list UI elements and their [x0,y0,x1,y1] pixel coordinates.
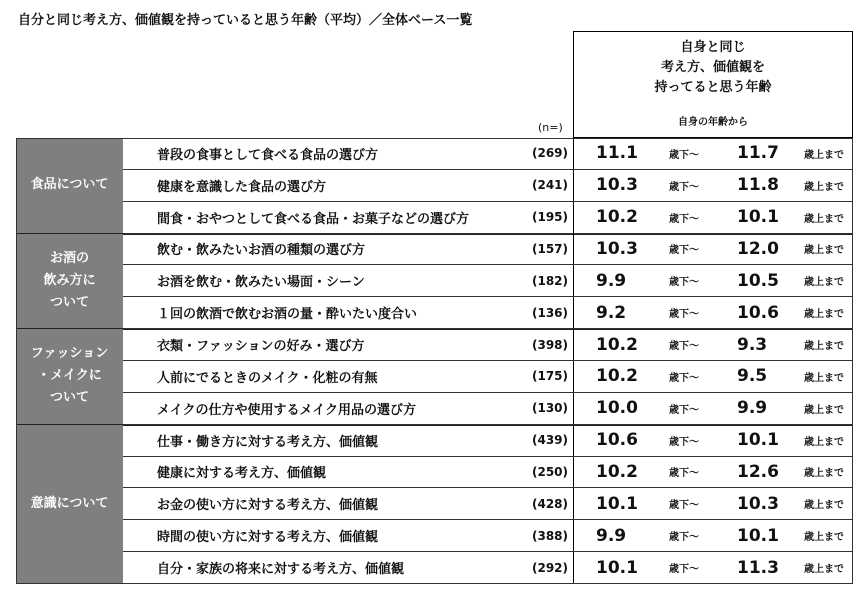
years-older-unit: 歳上まで [804,468,844,480]
years-younger-unit: 歳下～ [669,277,699,289]
years-younger-value: 10.6 [596,430,638,451]
row-item-label: 衣類・ファッションの好み・選び方 [157,339,365,355]
years-older-value: 9.3 [737,334,768,355]
years-younger-value: 11.1 [596,143,638,164]
table-row [123,265,853,297]
age-range-cell [573,520,853,551]
header-subtitle: 自身の年齢から [678,117,748,128]
row-sample-size: (175) [532,369,569,384]
years-older-value: 9.9 [737,398,768,419]
years-older-value: 10.1 [737,525,779,546]
row-item-label: 健康を意識した食品の選び方 [157,179,327,195]
row-sample-size: (292) [532,560,569,575]
row-item-label: 人前にでるときのメイク・化粧の有無 [157,370,378,386]
category-label [31,174,109,196]
age-range-cell [573,552,853,583]
row-item-label: 間食・おやつとして食べる食品・お菓子などの選び方 [157,211,470,227]
category-label-line: ついて [49,294,89,310]
years-younger-value: 10.2 [596,366,638,387]
years-younger-unit: 歳下～ [669,149,699,161]
years-younger-unit: 歳下～ [669,468,699,480]
years-older-value: 9.5 [737,366,768,387]
table-row [123,234,853,266]
years-younger-value: 9.9 [596,525,627,546]
table-row [123,202,853,234]
table-row [123,520,853,552]
category-label-line: ファッション [30,346,109,362]
category-label [31,493,109,515]
category-label-line: 意識について [30,495,109,511]
table-row [123,138,853,170]
category-label [43,248,95,314]
years-younger-unit: 歳下～ [669,341,699,353]
years-older-unit: 歳上まで [804,500,844,512]
age-range-cell [573,297,853,328]
row-sample-size: (398) [532,337,569,352]
years-older-unit: 歳上まで [804,309,844,321]
years-older-unit: 歳上まで [804,213,844,225]
years-younger-unit: 歳下～ [669,532,699,544]
row-sample-size: (195) [532,210,569,225]
row-sample-size: (157) [532,241,569,256]
age-range-cell [573,329,853,360]
category-cell [16,138,123,234]
years-older-value: 11.3 [737,557,779,578]
row-item-label: 飲む・飲みたいお酒の種類の選び方 [157,243,366,259]
row-sample-size: (250) [532,464,569,479]
age-range-cell [573,170,853,201]
row-item-label: 自分・家族の将来に対する考え方、価値観 [157,562,405,578]
years-older-value: 12.6 [737,461,779,482]
row-sample-size: (269) [532,146,569,161]
years-older-value: 12.0 [737,238,779,259]
years-older-value: 10.5 [737,270,779,291]
age-range-cell [573,202,853,233]
row-item-label: メイクの仕方や使用するメイク用品の選び方 [157,402,416,418]
age-range-cell [573,138,853,169]
age-range-cell [573,425,853,456]
category-label-line: ・メイクに [37,368,102,384]
years-older-unit: 歳上まで [804,564,844,576]
years-older-value: 10.3 [737,493,779,514]
row-item-label: 健康に対する考え方、価値観 [157,466,327,482]
row-item-label: お酒を飲む・飲みたい場面・シーン [157,275,365,291]
category-label-line: 食品について [30,177,109,193]
years-younger-unit: 歳下～ [669,213,699,225]
years-older-value: 10.1 [737,430,779,451]
row-sample-size: (182) [532,273,569,288]
row-sample-size: (241) [532,178,569,193]
years-younger-value: 9.9 [596,270,627,291]
header-line-1: 自身と同じ [680,40,746,55]
sample-size-label: (n=) [538,121,563,134]
page-title: 自分と同じ考え方、価値観を持っていると思う年齢（平均）／全体ベース一覧 [18,13,473,28]
column-header [573,31,853,138]
row-item-label: 時間の使い方に対する考え方、価値観 [157,530,379,546]
age-range-cell [573,234,853,265]
category-cell [16,329,123,425]
age-range-cell [573,457,853,488]
years-younger-unit: 歳下～ [669,181,699,193]
row-sample-size: (388) [532,528,569,543]
years-older-unit: 歳上まで [804,372,844,384]
years-older-unit: 歳上まで [804,277,844,289]
row-item-label: １回の飲酒で飲むお酒の量・酔いたい度合い [157,307,418,323]
row-sample-size: (428) [532,496,569,511]
years-younger-value: 10.2 [596,207,638,228]
years-older-unit: 歳上まで [804,181,844,193]
years-younger-value: 10.2 [596,334,638,355]
category-cell [16,234,123,330]
years-younger-unit: 歳下～ [669,500,699,512]
years-older-value: 11.8 [737,175,779,196]
table-row [123,457,853,489]
years-older-unit: 歳上まで [804,436,844,448]
header-line-3: 持ってると思う年齢 [654,80,772,95]
years-older-value: 10.6 [737,302,779,323]
header-line-2: 考え方、価値観を [660,60,765,75]
years-younger-unit: 歳下～ [669,436,699,448]
category-label [31,343,108,409]
table-row [123,393,853,425]
row-sample-size: (439) [532,433,569,448]
age-range-cell [573,265,853,296]
table-row [123,552,853,584]
age-range-cell [573,361,853,392]
table-row [123,425,853,457]
row-item-label: 仕事・働き方に対する考え方、価値観 [157,434,379,450]
age-range-cell [573,488,853,519]
years-younger-value: 10.3 [596,238,638,259]
table-row [123,361,853,393]
years-younger-unit: 歳下～ [669,309,699,321]
data-table [16,138,853,584]
years-younger-unit: 歳下～ [669,564,699,576]
table-row [123,329,853,361]
category-label-line: 飲み方に [43,272,96,288]
category-cell [16,425,123,584]
years-younger-value: 10.1 [596,493,638,514]
years-older-unit: 歳上まで [804,532,844,544]
row-item-label: お金の使い方に対する考え方、価値観 [157,498,379,514]
table-row [123,170,853,202]
years-older-value: 10.1 [737,207,779,228]
years-older-value: 11.7 [737,143,779,164]
years-older-unit: 歳上まで [804,404,844,416]
years-older-unit: 歳上まで [804,341,844,353]
years-younger-unit: 歳下～ [669,245,699,257]
years-younger-value: 10.2 [596,461,638,482]
years-younger-value: 9.2 [596,302,627,323]
years-younger-value: 10.3 [596,175,638,196]
category-label-line: お酒の [49,250,89,266]
table-row [123,297,853,329]
row-item-label: 普段の食事として食べる食品の選び方 [157,147,379,163]
row-sample-size: (130) [532,401,569,416]
table-row [123,488,853,520]
years-younger-unit: 歳下～ [669,372,699,384]
row-sample-size: (136) [532,305,569,320]
age-range-cell [573,393,853,424]
years-older-unit: 歳上まで [804,245,844,257]
category-label-line: ついて [49,390,89,406]
years-younger-value: 10.1 [596,557,638,578]
years-younger-unit: 歳下～ [669,404,699,416]
years-older-unit: 歳上まで [804,149,844,161]
years-younger-value: 10.0 [596,398,638,419]
